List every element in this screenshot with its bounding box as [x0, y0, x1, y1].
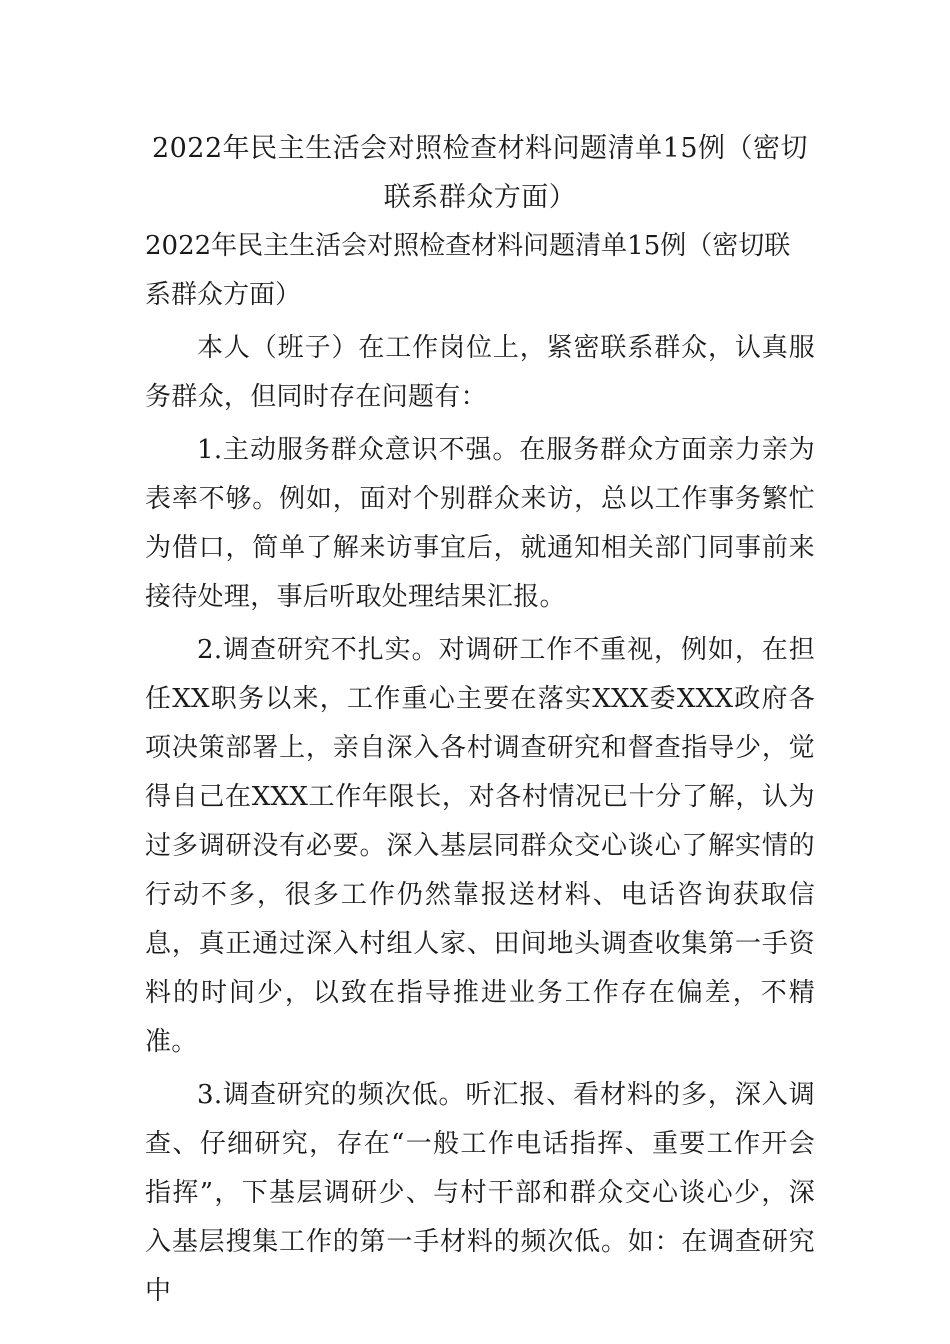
document-title: 2022年民主生活会对照检查材料问题清单15例（密切联系群众方面） — [151, 133, 809, 213]
paragraph-item-3: 3.调查研究的频次低。听汇报、看材料的多，深入调查、仔细研究，存在“一般工作电话指挥、重要工作开会指挥”，下基层调研少、与村干部和群众交心谈心少，深入基层搜集工作的第一手材料的频次低。如：在调查研究中 — [145, 1080, 815, 1306]
paragraph-item-1: 1.主动服务群众意识不强。在服务群众方面亲力亲为表率不够。例如，面对个别群众来访，总以工作事务繁忙为借口，简单了解来访事宜后，就通知相关部门同事前来接待处理，事后听取处理结果汇报。 — [145, 435, 815, 612]
document-subtitle: 2022年民主生活会对照检查材料问题清单15例（密切联系群众方面） — [145, 231, 791, 310]
paragraph-item-2: 2.调查研究不扎实。对调研工作不重视，例如，在担任XX职务以来，工作重心主要在落实XXX委XXX政府各项决策部署上，亲自深入各村调查研究和督查指导少，觉得自己在XXX工作年限长，对各村情况已十分了解，认为过多调研没有必要。深入基层同群众交心谈心了解实情的行动不多，很多工作仍然靠报送材料、电话咨询获取信息，真正通过深入村组人家、田间地头调查收集第一手资料的时间少，以致在指导推进业务工作存在偏差，不精准。 — [145, 635, 815, 1057]
paragraph-intro: 本人（班子）在工作岗位上，紧密联系群众，认真服务群众，但同时存在问题有： — [145, 333, 815, 412]
document-body — [145, 124, 815, 1316]
